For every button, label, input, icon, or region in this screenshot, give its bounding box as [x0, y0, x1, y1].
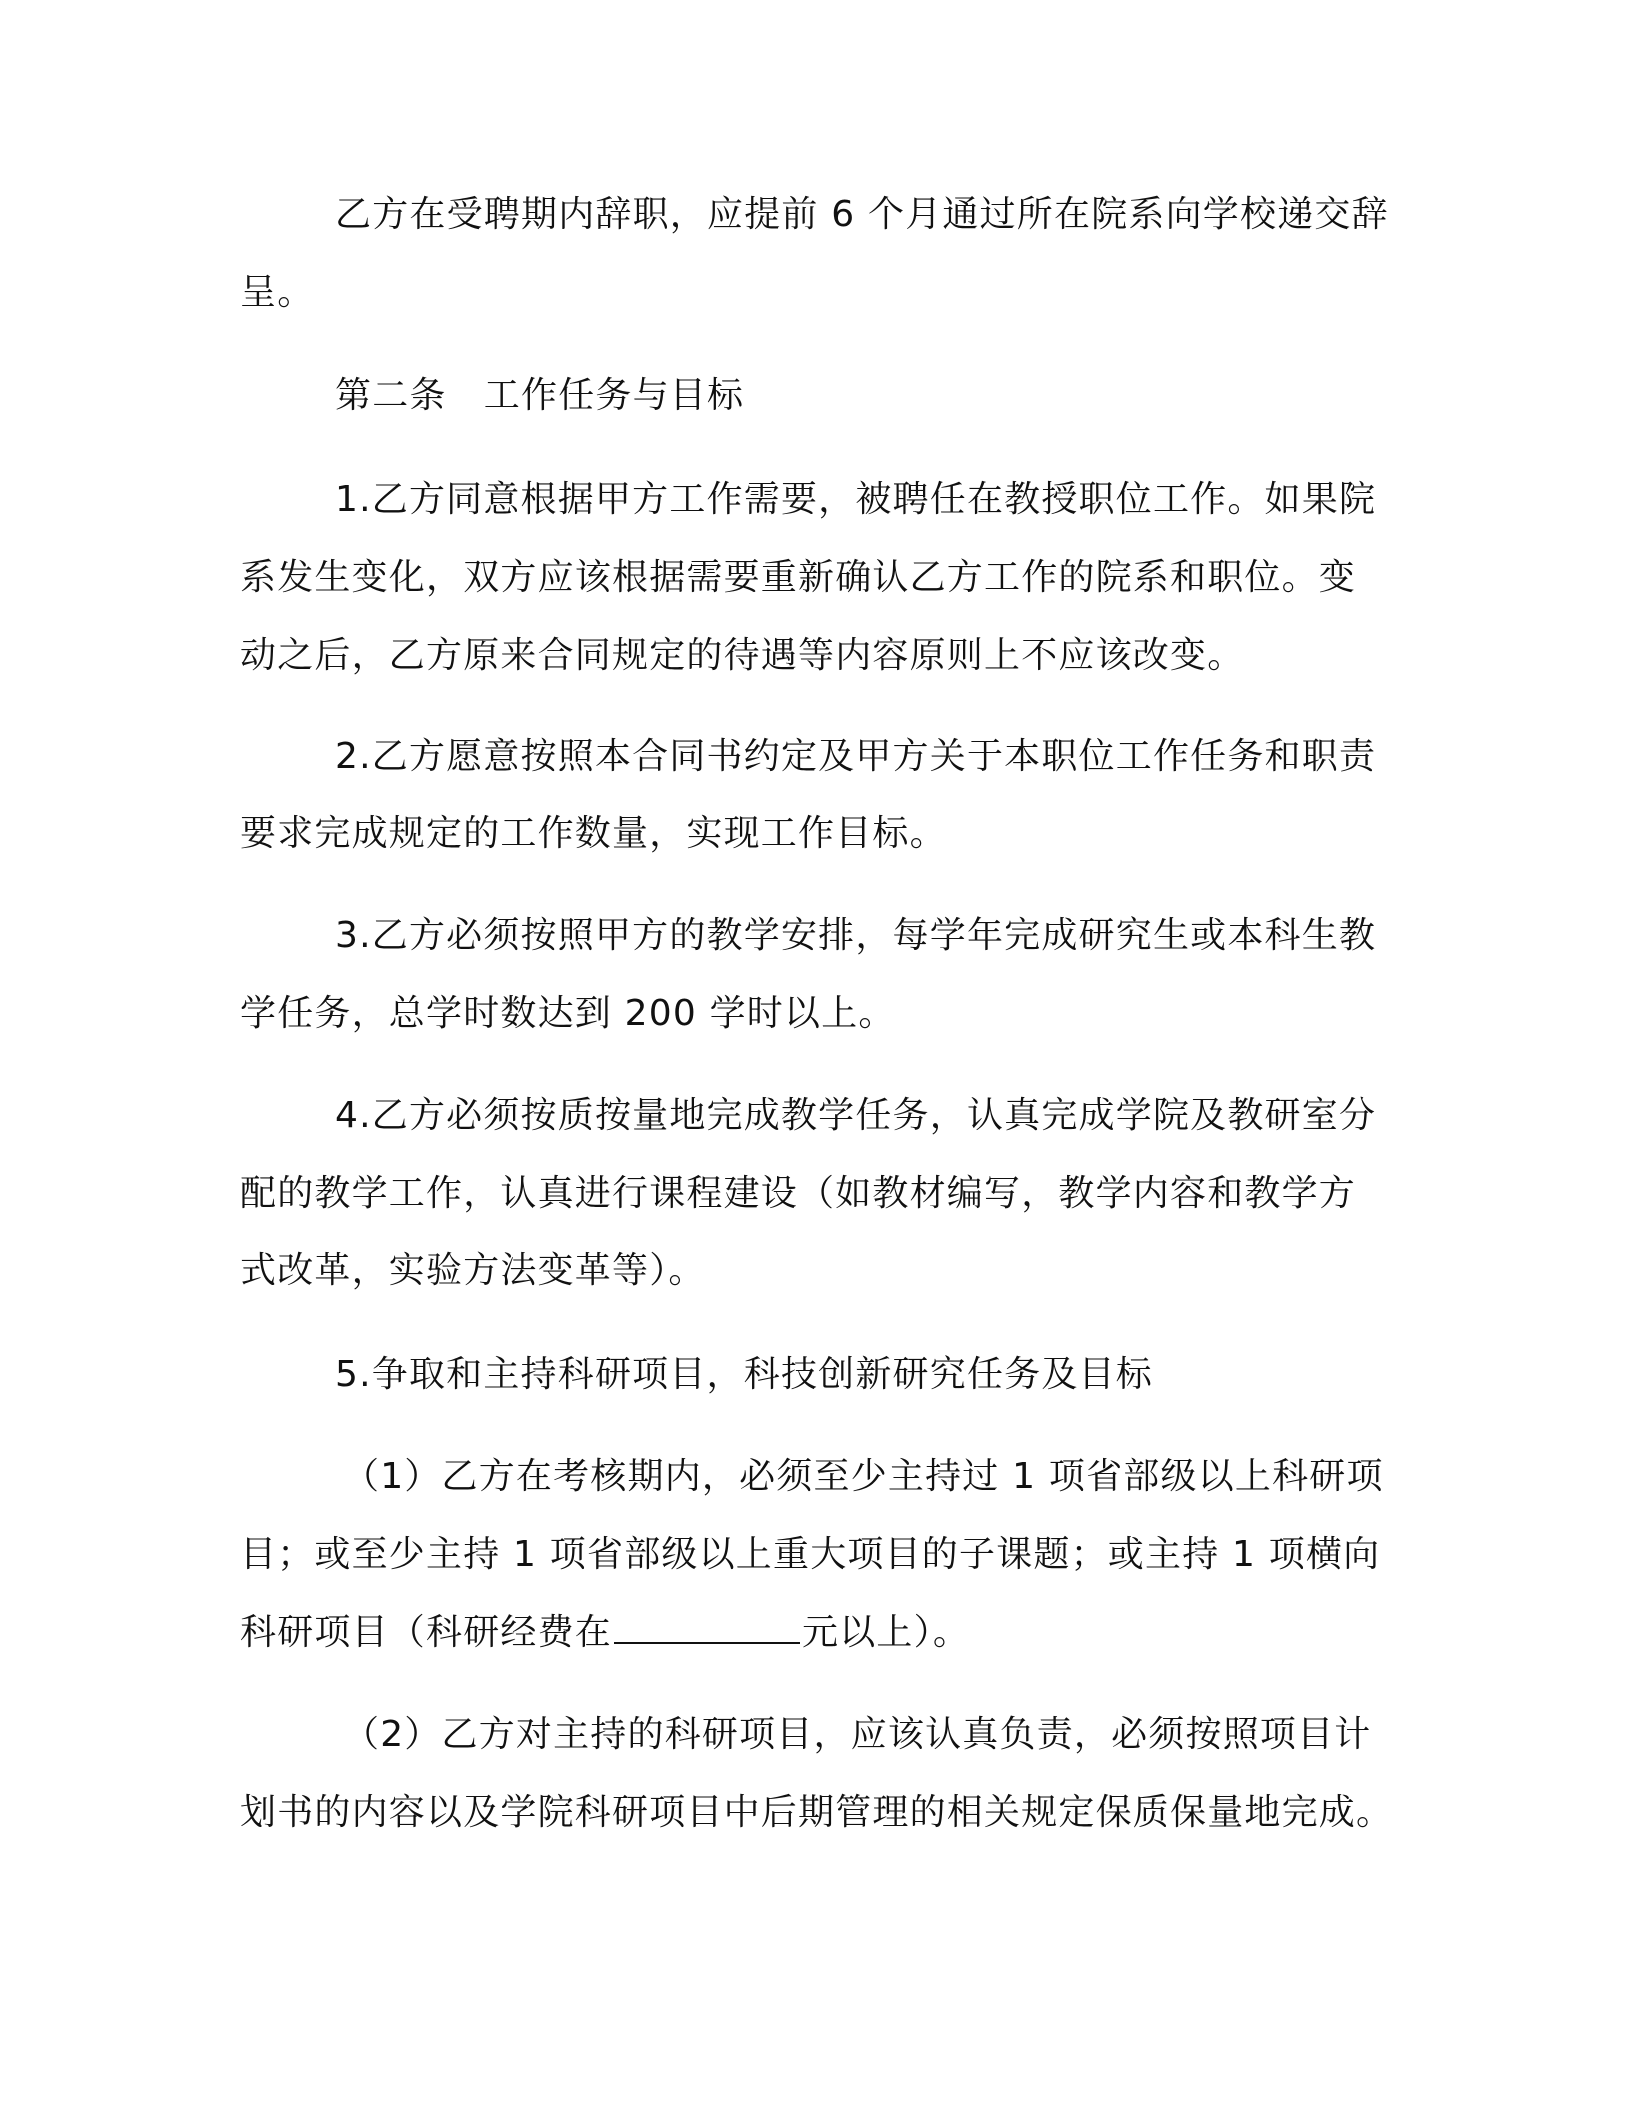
paragraph-line: 1.乙方同意根据甲方工作需要，被聘任在教授职位工作。如果院	[335, 479, 1377, 520]
paragraph-line: 划书的内容以及学院科研项目中后期管理的相关规定保质保量地完成。	[240, 1792, 1394, 1833]
paragraph-line: 目；或至少主持 1 项省部级以上重大项目的子课题；或主持 1 项横向	[240, 1534, 1381, 1575]
paragraph-line: 动之后，乙方原来合同规定的待遇等内容原则上不应该改变。	[240, 635, 1245, 676]
paragraph-line: 配的教学工作，认真进行课程建设（如教材编写，教学内容和教学方	[240, 1173, 1357, 1214]
paragraph-line: 乙方在受聘期内辞职，应提前 6 个月通过所在院系向学校递交辞	[335, 194, 1389, 235]
paragraph-line: 3.乙方必须按照甲方的教学安排，每学年完成研究生或本科生教	[335, 915, 1377, 956]
paragraph-line: （1）乙方在考核期内，必须至少主持过 1 项省部级以上科研项	[343, 1456, 1384, 1497]
article-heading: 第二条 工作任务与目标	[335, 375, 745, 416]
line-text-after-blank: 元以上）。	[802, 1612, 971, 1653]
paragraph-line: 4.乙方必须按质按量地完成教学任务，认真完成学院及教研室分	[335, 1095, 1377, 1136]
paragraph-line: （2）乙方对主持的科研项目，应该认真负责，必须按照项目计	[343, 1714, 1372, 1755]
paragraph-line: 5.争取和主持科研项目，科技创新研究任务及目标	[335, 1354, 1153, 1395]
paragraph-line: 2.乙方愿意按照本合同书约定及甲方关于本职位工作任务和职责	[335, 736, 1377, 777]
line-text-before-blank: 科研项目（科研经费在	[240, 1612, 613, 1653]
paragraph-line: 式改革，实验方法变革等）。	[240, 1250, 706, 1291]
fill-in-blank	[614, 1638, 800, 1644]
paragraph-line: 学任务，总学时数达到 200 学时以上。	[240, 993, 896, 1034]
paragraph-line: 系发生变化，双方应该根据需要重新确认乙方工作的院系和职位。变	[240, 557, 1357, 598]
paragraph-line	[240, 1609, 970, 1657]
paragraph-line: 要求完成规定的工作数量，实现工作目标。	[240, 813, 947, 854]
paragraph-line: 呈。	[240, 272, 315, 313]
